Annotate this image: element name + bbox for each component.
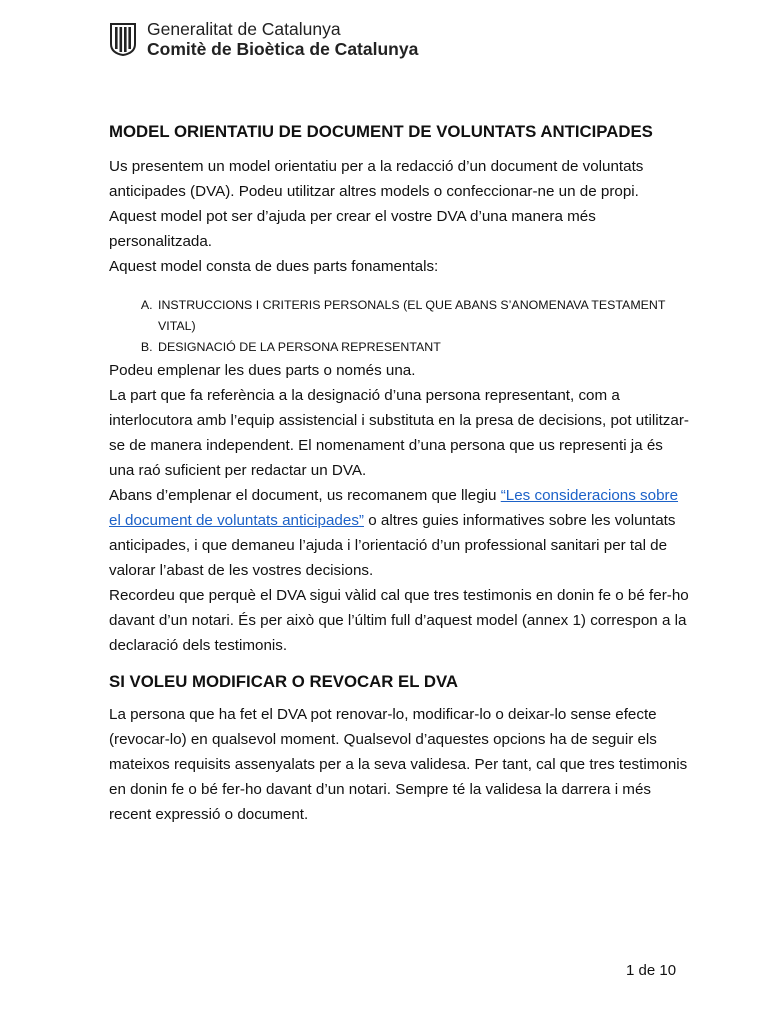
intro-paragraph: Us presentem un model orientatiu per a la redacció d’un document de voluntats anticipades (DVA). Podeu utilitzar altres models o confeccionar-ne un de propi. Aquest model pot ser d’ajuda per crear el vostre DVA d’una manera més personalitzada. xyxy=(109,158,644,250)
recommendation-text-end: o altres guies informatives sobre les voluntats anticipades, i que demaneu l’ajuda i l’orientació d’un professional sanitari per tal de valorar l’abast de les vostres decisions. xyxy=(109,512,676,579)
list-item: A. INSTRUCCIONS I CRITERIS PERSONALS (EL QUE ABANS S’ANOMENAVA TESTAMENT VITAL) xyxy=(156,295,689,337)
organization-name xyxy=(147,20,418,59)
representant-paragraph: La part que fa referència a la designació d’una persona representant, com a interlocutora amb l’equip assistencial i substituta en la presa de decisions, pot utilitzar-se de manera independent. El nomenament d’una persona que us representi ja és una raó suficient per redactar un DVA. xyxy=(109,387,689,479)
document-title: MODEL ORIENTATIU DE DOCUMENT DE VOLUNTATS ANTICIPADES xyxy=(109,122,653,141)
org-line-comite: Comitè de Bioètica de Catalunya xyxy=(147,39,419,59)
section-title-modify-revoke: SI VOLEU MODIFICAR O REVOCAR EL DVA xyxy=(109,672,459,691)
recommendation-text-start: Abans d’emplenar el document, us recomanem que llegiu xyxy=(109,487,501,504)
org-line-generalitat: Generalitat de Catalunya xyxy=(147,19,341,39)
parts-intro-paragraph: Aquest model consta de dues parts fonamentals: xyxy=(109,258,439,275)
modify-revoke-paragraph: La persona que ha fet el DVA pot renovar-lo, modificar-lo o deixar-lo sense efecte (revocar-lo) en qualsevol moment. Qualsevol d’aquestes opcions ha de seguir els mateixos requisits assenyalats per a la seva validesa. Per tant, cal que tres testimonis en donin fe o bé fer-ho davant d’un notari. Sempre té la validesa la darrera i més recent expressió o document. xyxy=(109,706,688,823)
considerations-link[interactable]: “Les consideracions sobre el document de voluntats anticipades” xyxy=(109,487,679,529)
recommendation-paragraph xyxy=(109,483,689,583)
fill-paragraph: Podeu emplenar les dues parts o només una. xyxy=(109,362,416,379)
page-number: 1 de 10 xyxy=(626,962,677,979)
parts-list xyxy=(109,295,689,358)
document-body xyxy=(109,122,689,827)
catalonia-flag-emblem-icon xyxy=(109,22,137,56)
list-item: B. DESIGNACIÓ DE LA PERSONA REPRESENTANT xyxy=(156,337,689,358)
document-header xyxy=(109,20,418,59)
witnesses-paragraph: Recordeu que perquè el DVA sigui vàlid cal que tres testimonis en donin fe o bé fer-ho davant d’un notari. És per això que l’últim full d’aquest model (annex 1) correspon a la declaració dels testimonis. xyxy=(109,587,689,654)
section-heading-wrapper xyxy=(109,672,689,692)
